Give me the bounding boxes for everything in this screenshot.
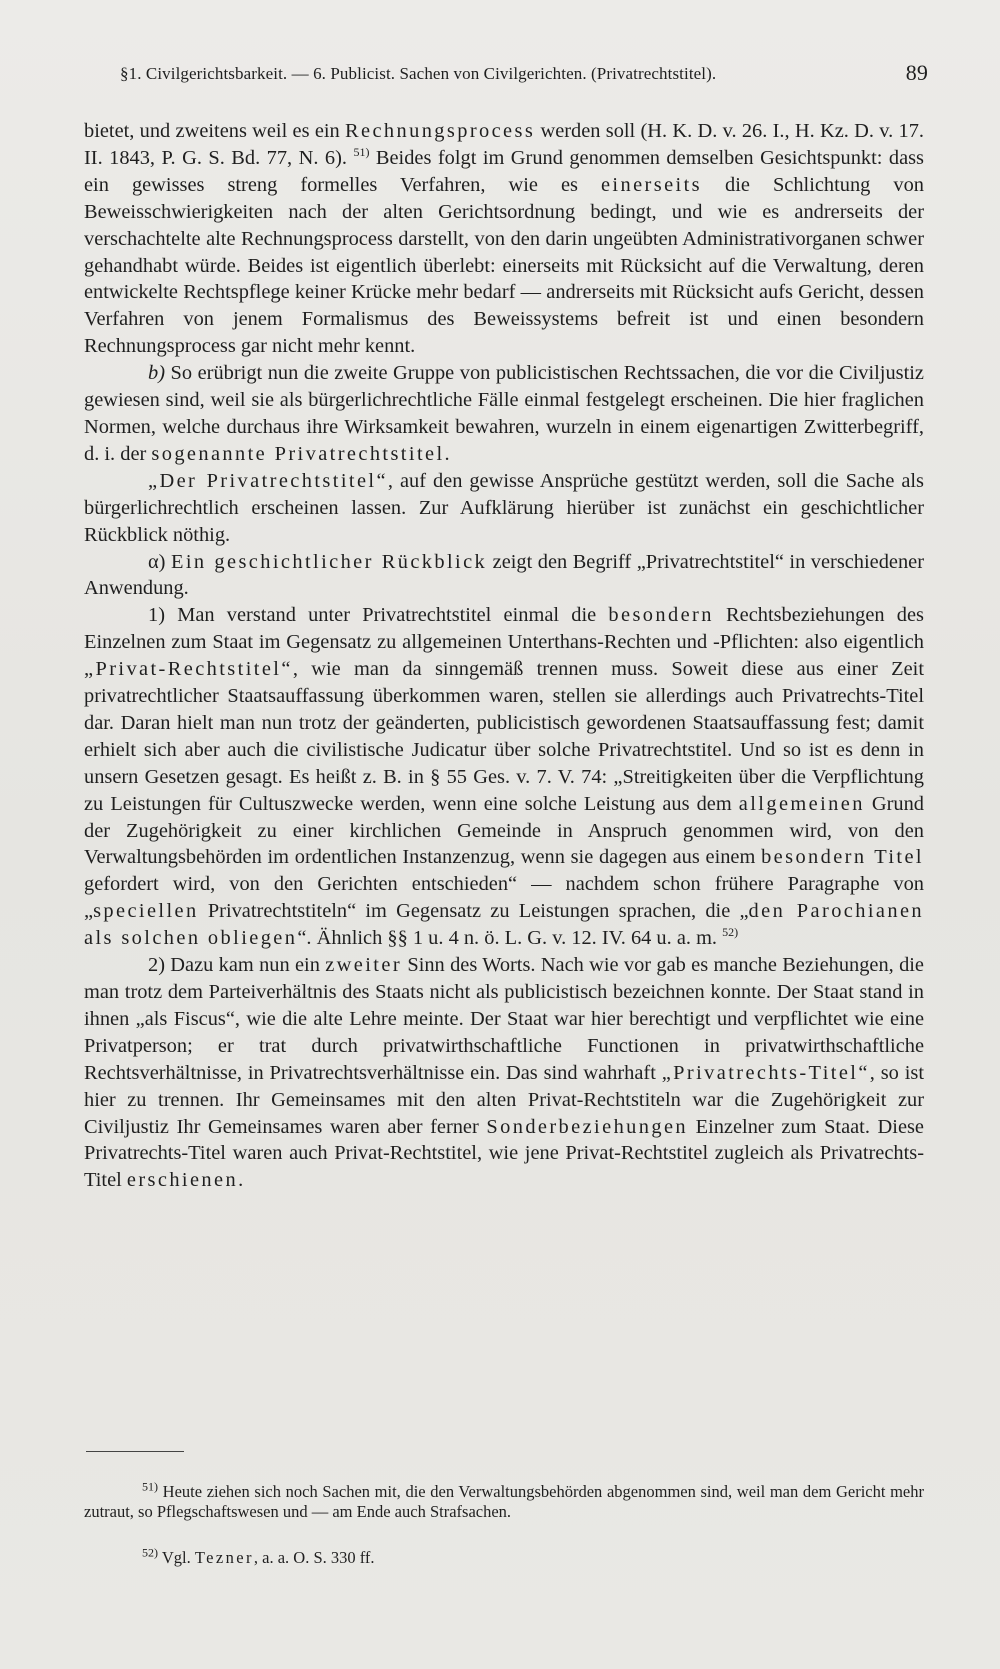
spaced-term: besondern: [608, 604, 714, 627]
footnote-ref-51: 51): [353, 145, 370, 160]
footnote-mark: 51): [142, 1479, 158, 1494]
spaced-term: „Privat-Rechtstitel“: [84, 658, 293, 681]
paragraph-3: „Der Privatrechtstitel“, auf den gewisse Ansprüche gestützt werden, soll die Sache als bürgerlichrechtlich erscheinen lassen. Zur Aufklärung hierüber ist zunächst ein geschichtlicher Rückblick nöthig.: [84, 469, 924, 546]
spaced-term: „Der Privatrechtstitel“: [148, 469, 388, 492]
footnote-52: $^{52)}$ Vgl. Tezner, a. a. O. S. 330 ff.: [142, 1545, 375, 1567]
spaced-term: sogenannte Privatrechtstitel.: [151, 442, 453, 465]
paragraph-6: 2) Dazu kam nun ein zweiter Sinn des Worts. Nach wie vor gab es manche Beziehungen, die man trotz dem Parteiverhältnis des Staats nicht als publicistisch bezeichnen konnte. Der Staat stand in ihnen „als Fiscus“, wie die alte Lehre meinte. Der Staat war hier berechtigt und verpflichtet wie eine Privatperson; er trat durch privatwirthschaftliche Functionen in privatwirthschaftliche Rechtsverhältnisse, in Privatrechtsverhältnisse ein. Das sind wahrhaft „Privatrechts-Titel“, so ist hier zu trennen. Ihr Gemeinsames mit den alten Privat-Rechtstiteln war die Zugehörigkeit zur Civiljustiz Ihr Gemeinsames waren aber ferner Sonderbeziehungen Einzelner zum Staat. Diese Privatrechts-Titel waren auch Privat-Rechtstitel, wie jene Privat-Rechtstitel zugleich als Privatrechts-Titel erschienen.: [84, 954, 924, 1192]
section-label: b): [148, 362, 165, 385]
spaced-term: Ein geschichtlicher Rückblick: [170, 550, 488, 573]
spaced-term: den Parochianen als solchen obliegen: [84, 900, 924, 950]
spaced-term: speciellen: [93, 900, 199, 923]
footnote-51: [84, 1479, 924, 1521]
spaced-term: „Privatrechts-Titel“: [661, 1061, 870, 1084]
paragraph-1: bietet, und zweitens weil es ein Rechnungsprocess werden soll (H. K. D. v. 26. I., H. Kz. D. v. 17. II. 1843, P. G. S. Bd. 77, N. 6). $^{51)}$ Beides folgt im Grund genommen demselben Gesichtspunkt: dass ein gewisses streng formelles Verfahren, wie es einerseits die Schlichtung von Beweisschwierigkeiten nach der alten Gerichtsordnung bedingt, und wie es andrerseits der verschachtelte alte Rechnungsprocess darstellt, von den darin ungeübten Administrativorganen schwer gehandhabt würde. Beides ist eigentlich überlebt: einerseits mit Rücksicht auf die Verwaltung, deren entwickelte Rechtspflege keiner Krücke mehr bedarf — andrerseits mit Rücksicht aufs Gericht, dessen Verfahren von jenem Formalismus des Beweissystems befreit ist und einen besondern Rechnungsprocess gar nicht mehr kennt.: [84, 120, 924, 358]
spaced-term: erschienen.: [126, 1169, 246, 1192]
spaced-author: Tezner: [194, 1548, 254, 1567]
spaced-term: allgemeinen: [738, 792, 865, 815]
footnote-separator: [86, 1451, 184, 1452]
main-text: [84, 118, 924, 1194]
paragraph-5: 1) Man verstand unter Privatrechtstitel einmal die besondern Rechtsbeziehungen des Einzelnen zum Staat im Gegensatz zu allgemeinen Unterthans-Rechten und -Pflichten: also eigentlich „Privat-Rechtstitel“, wie man da sinngemäß trennen muss. Soweit diese aus einer Zeit privatrechtlicher Staatsauffassung überkommen waren, stellen sie allerdings auch Privatrechts-Titel dar. Daran hielt man nun trotz der geänderten, publicistisch gewordenen Staatsauffassung fest; damit erhielt sich aber auch die civilistische Judicatur über solche Privatrechtstitel. Und so ist es denn in unsern Gesetzen gesagt. Es heißt z. B. in § 55 Ges. v. 7. V. 74: „Streitigkeiten über die Verpflichtung zu Leistungen für Cultuszwecke werden, wenn eine solche Leistung aus dem allgemeinen Grund der Zugehörigkeit zu einer kirchlichen Gemeinde in Anspruch genommen wird, von den Verwaltungsbehörden im ordentlichen Instanzenzug, wenn sie dagegen aus einem besondern Titel gefordert wird, von den Gerichten entschieden“ — nachdem schon frühere Paragraphe von „speciellen Privatrechtstiteln“ im Gegensatz zu Leistungen sprachen, die „den Parochianen als solchen obliegen“. Ähnlich §§ 1 u. 4 n. ö. L. G. v. 12. IV. 64 u. a. m. $^{52)}$: [84, 604, 925, 950]
spaced-term: Sonderbeziehungen: [486, 1115, 688, 1138]
footnote-text: Heute ziehen sich noch Sachen mit, die den Verwaltungsbehörden abgenommen sind, weil man dem Gericht mehr zutraut, so Pflegschaftswesen und — am Ende auch Strafsachen.: [84, 1482, 924, 1521]
running-title: §1. Civilgerichtsbarkeit. — 6. Publicist. Sachen von Civilgerichten. (Privatrechtstitel).: [120, 64, 717, 83]
footnote-ref-52: 52): [722, 925, 739, 940]
running-header: [120, 60, 928, 85]
footnote-mark: 52): [142, 1545, 158, 1560]
spaced-term: einerseits: [600, 173, 702, 196]
paragraph-2: b) So erübrigt nun die zweite Gruppe von publicistischen Rechtssachen, die vor die Civiljustiz gewiesen sind, weil sie als bürgerlichrechtliche Fälle einmal festgelegt erscheinen. Die hier fraglichen Normen, welche durchaus ihre Wirksamkeit bewahren, wurzeln in einem eigenartigen Zwitterbegriff, d. i. der sogenannte Privatrechtstitel.: [84, 362, 924, 465]
spaced-term: Rechnungsprocess: [345, 120, 536, 142]
spaced-term: zweiter: [325, 954, 403, 977]
spaced-term: besondern Titel: [761, 846, 924, 869]
page-number: 89: [905, 60, 928, 85]
paragraph-4: α) Ein geschichtlicher Rückblick zeigt den Begriff „Privatrechtstitel“ in verschiedener Anwendung.: [84, 550, 925, 600]
